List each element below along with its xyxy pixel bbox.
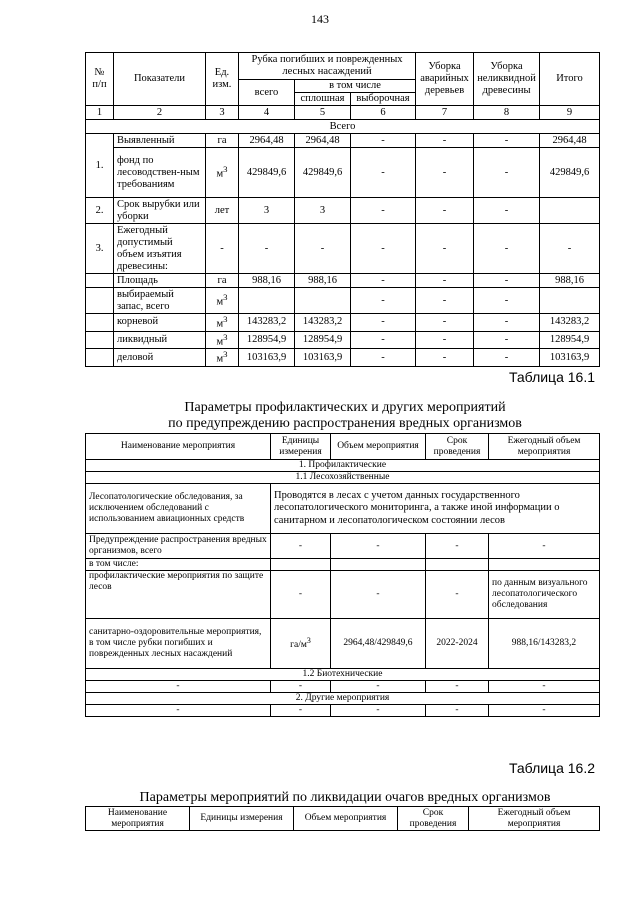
page-number: 143 bbox=[311, 12, 329, 26]
row-num: 3. bbox=[86, 224, 114, 274]
table-label-16-2: Таблица 16.2 bbox=[508, 760, 595, 776]
row-value: - bbox=[351, 274, 416, 288]
header-selective: выборочная bbox=[351, 93, 416, 106]
row-value: 3 bbox=[295, 198, 351, 224]
table-title-16-2: Параметры мероприятий по ликвидации очагов вредных организмов bbox=[139, 790, 551, 805]
row-name: корневой bbox=[114, 314, 206, 332]
row-unit: $га/м^3$ bbox=[271, 619, 331, 669]
row-unit: га bbox=[206, 134, 239, 148]
row-value: - bbox=[416, 134, 474, 148]
section-other: 2. Другие мероприятия bbox=[86, 693, 600, 705]
row-name: Лесопатологические обследования, за исключением обследований с использованием авиационных средств bbox=[86, 484, 271, 534]
colnum-cell: 9 bbox=[540, 106, 600, 120]
colnum-cell: 2 bbox=[114, 106, 206, 120]
row-unit-m3: $м^3$ bbox=[206, 349, 239, 367]
section-preventive: 1. Профилактические bbox=[86, 460, 600, 472]
header-total: всего bbox=[239, 80, 295, 106]
row-value: - bbox=[474, 198, 540, 224]
row-value: - bbox=[416, 314, 474, 332]
header-cell: Ежегодный объем мероприятия bbox=[489, 434, 600, 460]
row-value: - bbox=[351, 134, 416, 148]
row-name: Предупреждение распространения вредных организмов, всего bbox=[86, 534, 271, 559]
row-unit: га bbox=[206, 274, 239, 288]
row-value: - bbox=[426, 571, 489, 619]
row-name: Срок вырубки или уборки bbox=[114, 198, 206, 224]
row-value: по данным визуального лесопатологического обследования bbox=[489, 571, 600, 619]
row-name: выбираемый запас, всего bbox=[114, 288, 206, 314]
header-nonliquid: Уборка неликвидной древесины bbox=[474, 53, 540, 106]
table-title-16-1-line2: по предупреждению распространения вредных организмов bbox=[168, 416, 522, 431]
table-title-16-1-line1: Параметры профилактических и других мероприятий bbox=[184, 400, 506, 415]
row-unit-m3: $м^3$ bbox=[206, 288, 239, 314]
row-value: - bbox=[295, 224, 351, 274]
row-value bbox=[540, 198, 600, 224]
row-value: 429849,6 bbox=[540, 148, 600, 198]
row-value: - bbox=[416, 349, 474, 367]
row-value: - bbox=[474, 224, 540, 274]
header-num: № п/п bbox=[86, 53, 114, 106]
felling-table bbox=[85, 52, 600, 367]
row-value: - bbox=[540, 224, 600, 274]
row-name: деловой bbox=[114, 349, 206, 367]
row-name: профилактические мероприятия по защите лесов bbox=[86, 571, 271, 619]
row-value: - bbox=[426, 534, 489, 559]
colnum-cell: 5 bbox=[295, 106, 351, 120]
row-value: 988,16 bbox=[239, 274, 295, 288]
row-value: 143283,2 bbox=[540, 314, 600, 332]
row-name: фонд по лесоводствен-ным требованиям bbox=[114, 148, 206, 198]
row-num: 2. bbox=[86, 198, 114, 224]
row-value: - bbox=[474, 134, 540, 148]
row-value: - bbox=[86, 705, 271, 717]
row-value: - bbox=[416, 148, 474, 198]
colnum-cell: 3 bbox=[206, 106, 239, 120]
header-cell: Единицы измерения bbox=[190, 807, 294, 831]
row-value: 988,16 bbox=[295, 274, 351, 288]
row-value: - bbox=[331, 571, 426, 619]
row-value: - bbox=[474, 349, 540, 367]
header-cell: Срок проведения bbox=[426, 434, 489, 460]
row-value: - bbox=[86, 681, 271, 693]
row-name: в том числе: bbox=[86, 559, 271, 571]
header-cell: Единицы измерения bbox=[271, 434, 331, 460]
row-value: 103163,9 bbox=[540, 349, 600, 367]
colnum-cell: 4 bbox=[239, 106, 295, 120]
header-incl: в том числе bbox=[295, 80, 416, 93]
row-name: ликвидный bbox=[114, 331, 206, 349]
row-value: 103163,9 bbox=[295, 349, 351, 367]
header-felling: Рубка погибших и поврежденных лесных насаждений bbox=[239, 53, 416, 80]
row-value: - bbox=[416, 224, 474, 274]
row-value bbox=[540, 288, 600, 314]
row-value: - bbox=[271, 705, 331, 717]
row-unit-m3: $м^3$ bbox=[206, 331, 239, 349]
row-name: санитарно-оздоровительные мероприятия, в том числе рубки погибших и поврежденных лесных насаждений bbox=[86, 619, 271, 669]
row-value: 3 bbox=[239, 198, 295, 224]
row-value: - bbox=[416, 331, 474, 349]
row-num: 1. bbox=[86, 134, 114, 198]
row-value: - bbox=[331, 681, 426, 693]
row-value: - bbox=[474, 314, 540, 332]
row-value: - bbox=[239, 224, 295, 274]
section-biotechnical: 1.2 Биотехнические bbox=[86, 669, 600, 681]
header-cell: Срок проведения bbox=[398, 807, 469, 831]
header-cell: Ежегодный объем мероприятия bbox=[469, 807, 600, 831]
row-value: - bbox=[331, 705, 426, 717]
row-value: 143283,2 bbox=[295, 314, 351, 332]
liquidation-table bbox=[85, 806, 600, 831]
row-value: 2964,48 bbox=[239, 134, 295, 148]
row-value: 988,16/143283,2 bbox=[489, 619, 600, 669]
row-value: 2964,48 bbox=[540, 134, 600, 148]
row-value bbox=[239, 288, 295, 314]
row-merged-text: Проводятся в лесах с учетом данных государственного лесопатологического мониторинга, а также иной информации о санитарном и лесопатологическом состоянии лесов bbox=[271, 484, 600, 534]
row-value: - bbox=[426, 705, 489, 717]
row-value bbox=[295, 288, 351, 314]
row-value: - bbox=[489, 705, 600, 717]
row-value: - bbox=[271, 571, 331, 619]
row-value: - bbox=[426, 681, 489, 693]
header-cell: Наименование мероприятия bbox=[86, 807, 190, 831]
row-value: - bbox=[474, 148, 540, 198]
row-value: 988,16 bbox=[540, 274, 600, 288]
row-unit: - bbox=[206, 224, 239, 274]
row-value: - bbox=[351, 314, 416, 332]
row-unit-m3: $м^3$ bbox=[206, 148, 239, 198]
row-value: - bbox=[489, 681, 600, 693]
header-cell: Наименование мероприятия bbox=[86, 434, 271, 460]
row-value: 2022-2024 bbox=[426, 619, 489, 669]
row-value: - bbox=[351, 288, 416, 314]
row-value: - bbox=[416, 198, 474, 224]
header-sum: Итого bbox=[540, 53, 600, 106]
row-value: 143283,2 bbox=[239, 314, 295, 332]
row-value: 128954,9 bbox=[239, 331, 295, 349]
colnum-cell: 7 bbox=[416, 106, 474, 120]
row-value: 2964,48/429849,6 bbox=[331, 619, 426, 669]
row-value: - bbox=[489, 534, 600, 559]
row-value: - bbox=[351, 198, 416, 224]
colnum-cell: 1 bbox=[86, 106, 114, 120]
row-unit-m3: $м^3$ bbox=[206, 314, 239, 332]
row-value: - bbox=[416, 274, 474, 288]
row-value: - bbox=[331, 534, 426, 559]
row-value: - bbox=[474, 331, 540, 349]
row-name: Площадь bbox=[114, 274, 206, 288]
header-cell: Объем мероприятия bbox=[294, 807, 398, 831]
table-label-16-1: Таблица 16.1 bbox=[508, 369, 595, 385]
row-value: - bbox=[351, 331, 416, 349]
header-emergency: Уборка аварийных деревьев bbox=[416, 53, 474, 106]
row-value: - bbox=[474, 274, 540, 288]
row-unit: лет bbox=[206, 198, 239, 224]
header-indicators: Показатели bbox=[114, 53, 206, 106]
row-value: 429849,6 bbox=[295, 148, 351, 198]
header-cell: Объем мероприятия bbox=[331, 434, 426, 460]
row-value: - bbox=[474, 288, 540, 314]
row-value: - bbox=[351, 148, 416, 198]
row-name: Ежегодный допустимый объем изъятия древесины: bbox=[114, 224, 206, 274]
header-clear: сплошная bbox=[295, 93, 351, 106]
row-value: - bbox=[351, 224, 416, 274]
row-value: 2964,48 bbox=[295, 134, 351, 148]
section-forestry: 1.1 Лесохозяйственные bbox=[86, 472, 600, 484]
row-value: 128954,9 bbox=[540, 331, 600, 349]
row-name: Выявленный bbox=[114, 134, 206, 148]
section-total: Всего bbox=[86, 120, 600, 134]
row-value: 429849,6 bbox=[239, 148, 295, 198]
row-value: - bbox=[271, 681, 331, 693]
colnum-cell: 8 bbox=[474, 106, 540, 120]
prevention-table bbox=[85, 433, 600, 717]
row-value: 128954,9 bbox=[295, 331, 351, 349]
row-value: 103163,9 bbox=[239, 349, 295, 367]
row-value: - bbox=[416, 288, 474, 314]
row-value: - bbox=[351, 349, 416, 367]
row-value: - bbox=[271, 534, 331, 559]
header-unit: Ед. изм. bbox=[206, 53, 239, 106]
colnum-cell: 6 bbox=[351, 106, 416, 120]
